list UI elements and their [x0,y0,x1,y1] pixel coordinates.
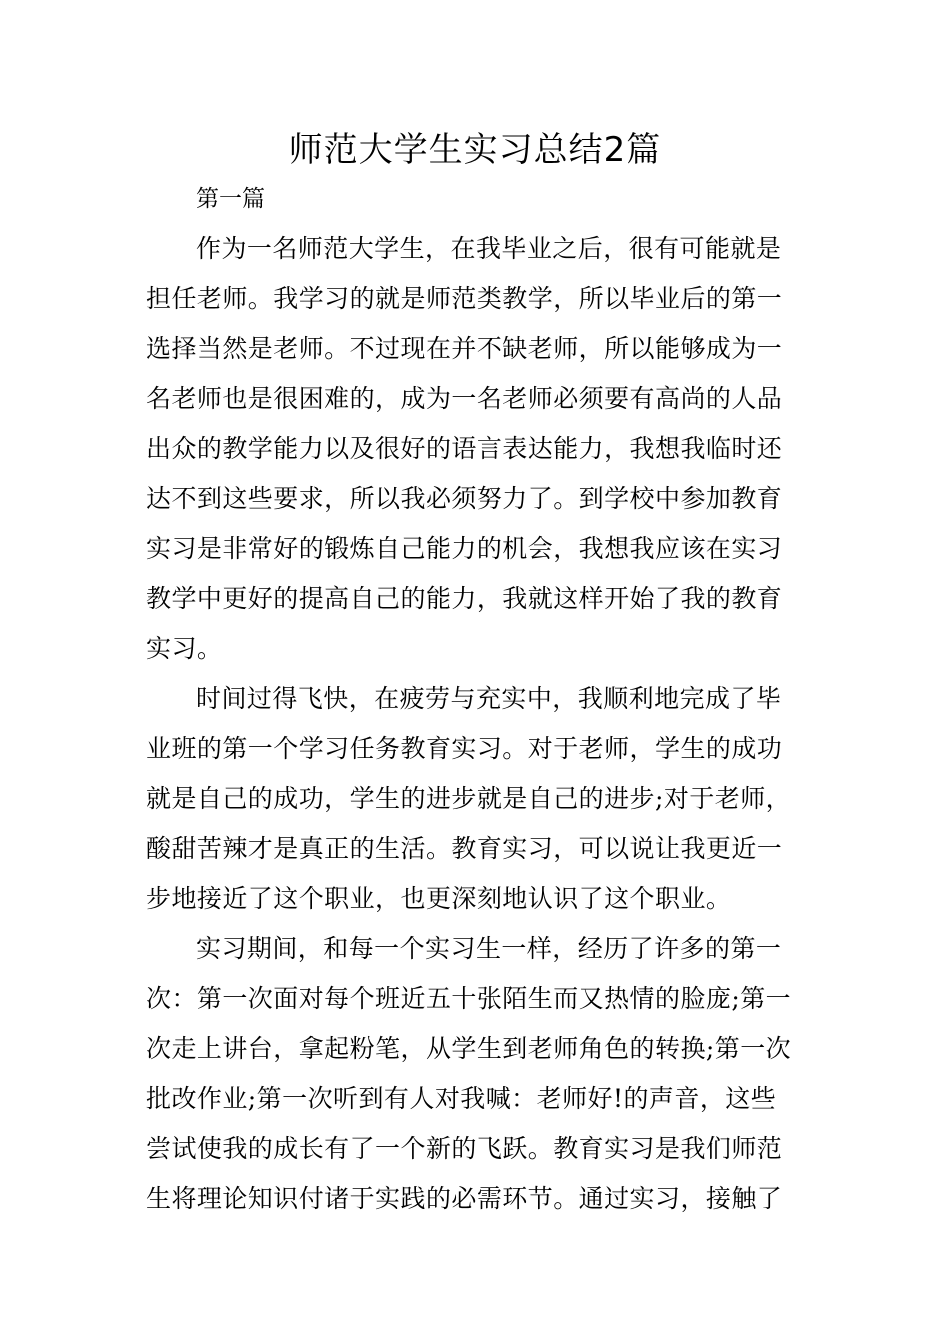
text-line: 达不到这些要求，所以我必须努力了。到学校中参加教育 [146,484,783,513]
text-line: 名老师也是很困难的，成为一名老师必须要有高尚的人品 [146,384,783,413]
text-line: 尝试使我的成长有了一个新的飞跃。教育实习是我们师范 [146,1134,783,1163]
text-line: 步地接近了这个职业，也更深刻地认识了这个职业。 [146,884,732,913]
text-line: 生将理论知识付诸于实践的必需环节。通过实习，接触了 [146,1184,783,1213]
text-line: 酸甜苦辣才是真正的生活。教育实习，可以说让我更近一 [146,834,783,863]
text-line: 次：第一次面对每个班近五十张陌生而又热情的脸庞;第一 [146,984,792,1013]
text-line: 次走上讲台，拿起粉笔，从学生到老师角色的转换;第一次 [146,1034,792,1063]
text-line: 批改作业;第一次听到有人对我喊：老师好!的声音，这些 [146,1084,777,1113]
text-line: 选择当然是老师。不过现在并不缺老师，所以能够成为一 [146,334,783,363]
text-line: 实习是非常好的锻炼自己能力的机会，我想我应该在实习 [146,534,783,563]
text-line: 就是自己的成功，学生的进步就是自己的进步;对于老师， [146,784,792,813]
text-line: 实习。 [146,634,223,663]
text-line: 业班的第一个学习任务教育实习。对于老师，学生的成功 [146,734,783,763]
document-title: 师范大学生实习总结2篇 [288,130,662,170]
section-label: 第一篇 [196,186,265,212]
text-line: 教学中更好的提高自己的能力，我就这样开始了我的教育 [146,584,783,613]
text-line: 时间过得飞快，在疲劳与充实中，我顺利地完成了毕 [196,684,782,713]
text-line: 担任老师。我学习的就是师范类教学，所以毕业后的第一 [146,284,783,313]
text-line: 作为一名师范大学生，在我毕业之后，很有可能就是 [196,234,782,263]
text-line: 出众的教学能力以及很好的语言表达能力，我想我临时还 [146,434,783,463]
text-line: 实习期间，和每一个实习生一样，经历了许多的第一 [196,934,782,963]
